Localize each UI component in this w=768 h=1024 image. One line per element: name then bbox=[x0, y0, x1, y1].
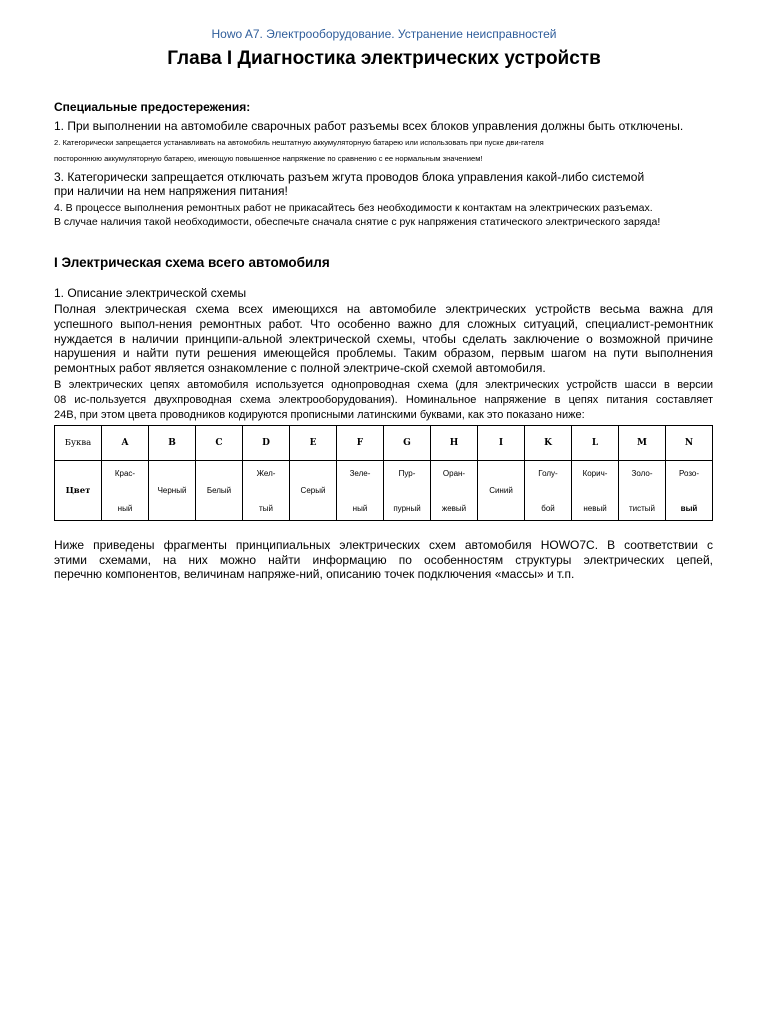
color-cell bbox=[337, 461, 384, 521]
paragraph-1 bbox=[54, 302, 713, 376]
color-text: Корич- bbox=[582, 468, 608, 478]
letter-cell: L bbox=[572, 426, 619, 461]
color-row-label: Цвет bbox=[55, 461, 102, 521]
letter-cell: A bbox=[102, 426, 149, 461]
color-cell bbox=[384, 461, 431, 521]
letter-row-label: Буква bbox=[55, 426, 102, 461]
warning-3-line-2: при наличии на нем напряжения питания! bbox=[54, 184, 288, 198]
color-text: жевый bbox=[441, 503, 467, 513]
letter-cell: I bbox=[478, 426, 525, 461]
paragraph-line: нарушения и найти пути решения имеющейся проблемы. Таким образом, первым шагом на пути выполнения bbox=[54, 346, 713, 361]
paragraph-line: Ниже приведены фрагменты принципиальных электрических схем автомобиля HOWO7C. В соответствии с bbox=[54, 538, 713, 552]
paragraph-line: 24В, при этом цвета проводников кодируются прописными латинскими буквами, как это показано ниже: bbox=[54, 409, 585, 422]
letter-cell: N bbox=[666, 426, 713, 461]
color-text: пурный bbox=[393, 503, 421, 513]
subsection-heading: 1. Описание электрической схемы bbox=[54, 286, 247, 300]
color-cell bbox=[102, 461, 149, 521]
color-text: вый bbox=[680, 503, 698, 513]
letter-cell: M bbox=[619, 426, 666, 461]
color-text: тистый bbox=[628, 503, 655, 513]
color-text: Золо- bbox=[631, 468, 653, 478]
paragraph-line: перечню компонентов, величинам напряже-ний, описанию точек подключения «массы» и т.п. bbox=[54, 567, 575, 581]
letter-row bbox=[55, 426, 713, 461]
letter-cell: C bbox=[196, 426, 243, 461]
color-text: Голу- bbox=[538, 468, 558, 478]
color-cell bbox=[666, 461, 713, 521]
color-text: бой bbox=[541, 503, 555, 513]
warning-4-line-2: В случае наличия такой необходимости, обеспечьте сначала снятие с рук напряжения статического электрического заряда! bbox=[54, 216, 661, 228]
paragraph-line: Полная электрическая схема всех имеющихся на автомобиле электрических устройств весьма важна для bbox=[54, 302, 713, 316]
color-cell bbox=[619, 461, 666, 521]
paragraph-line: нуждается в наличии принципи-альной электрической схемы, чтобы сделать заключение о возможной причине bbox=[54, 331, 713, 346]
color-cell bbox=[243, 461, 290, 521]
section-heading: I Электрическая схема всего автомобиля bbox=[54, 255, 330, 270]
color-text: Крас- bbox=[114, 468, 136, 478]
warning-2-line-2: постороннюю аккумуляторную батарею, имеющую повышенное напряжение по сравнению с ее нормальным значением! bbox=[54, 154, 483, 163]
letter-cell: D bbox=[243, 426, 290, 461]
warning-1: 1. При выполнении на автомобиле сварочных работ разъемы всех блоков управления должны быть отключены. bbox=[54, 119, 684, 133]
warnings-heading: Специальные предостережения: bbox=[54, 100, 251, 114]
color-cell bbox=[572, 461, 619, 521]
paragraph-3 bbox=[54, 538, 713, 582]
color-text: Зеле- bbox=[349, 468, 371, 478]
color-cell: Белый bbox=[196, 461, 243, 521]
color-cell: Синий bbox=[478, 461, 525, 521]
warning-4-line-1: 4. В процессе выполнения ремонтных работ не прикасайтесь без необходимости к контактам на электрических разъемах. bbox=[54, 202, 653, 214]
color-cell: Серый bbox=[290, 461, 337, 521]
letter-cell: F bbox=[337, 426, 384, 461]
color-text: ный bbox=[352, 503, 368, 513]
color-text: ный bbox=[117, 503, 133, 513]
paragraph-2 bbox=[54, 378, 713, 424]
color-cell bbox=[431, 461, 478, 521]
color-text: невый bbox=[583, 503, 607, 513]
letter-cell: E bbox=[290, 426, 337, 461]
warning-2-line-1: 2. Категорически запрещается устанавливать на автомобиль нештатную аккумуляторную батарею или использовать при пуске дви-гателя bbox=[54, 138, 544, 147]
color-text: Пур- bbox=[398, 468, 416, 478]
color-text: Розо- bbox=[678, 468, 700, 478]
paragraph-line: В электрических цепях автомобиля используется однопроводная схема (для электрических устройств шасси в версии bbox=[54, 379, 713, 391]
color-text: тый bbox=[259, 503, 273, 513]
chapter-title: Глава I Диагностика электрических устройств bbox=[167, 48, 601, 69]
color-row bbox=[55, 461, 713, 521]
letter-cell: B bbox=[149, 426, 196, 461]
letter-cell: H bbox=[431, 426, 478, 461]
letter-cell: K bbox=[525, 426, 572, 461]
paragraph-line: ремонтных работ является ознакомление с полной электриче-ской схемой автомобиля. bbox=[54, 361, 546, 376]
color-text: Оран- bbox=[442, 468, 466, 478]
letter-cell: G bbox=[384, 426, 431, 461]
paragraph-line: 08 ис-пользуется двухпроводная схема электрооборудования). Номинальное напряжение в цепях питания составляет bbox=[54, 394, 713, 407]
color-text: Жел- bbox=[256, 468, 276, 478]
color-cell: Черный bbox=[149, 461, 196, 521]
paragraph-line: успешного выпол-нения ремонтных работ. Что особенно важно для сложных ситуаций, специалист-ремонтник bbox=[54, 316, 713, 331]
page-header: Howo A7. Электрооборудование. Устранение неисправностей bbox=[211, 27, 557, 41]
paragraph-line: этими схемами, на них можно найти информацию по особенностям структуры электрических цепей, bbox=[54, 552, 713, 567]
warning-3-line-1: 3. Категорически запрещается отключать разъем жгута проводов блока управления какой-либо системой bbox=[54, 170, 645, 184]
color-cell bbox=[525, 461, 572, 521]
wire-color-table bbox=[54, 425, 713, 521]
